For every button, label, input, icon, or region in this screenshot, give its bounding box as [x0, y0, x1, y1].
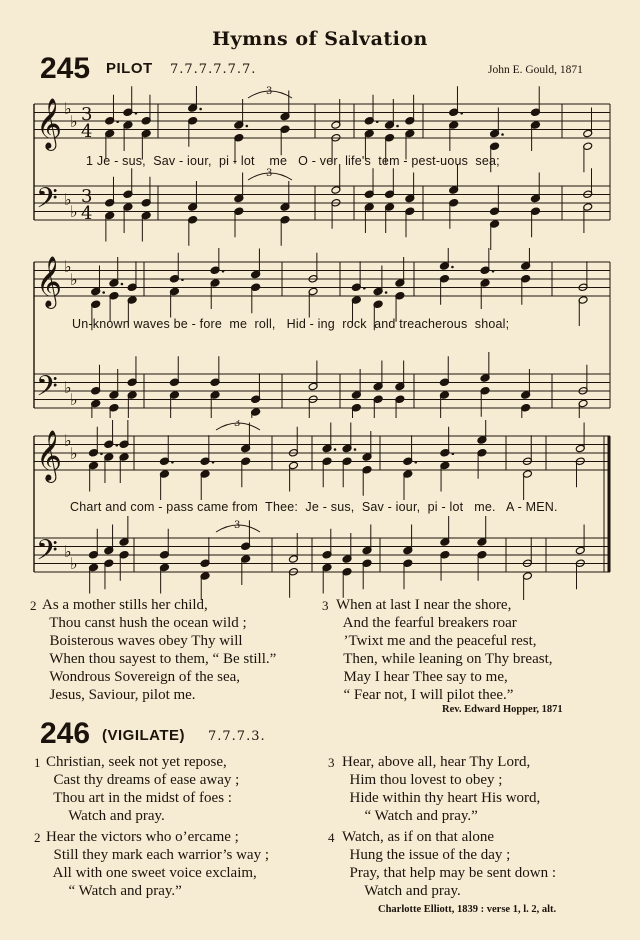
dot: [102, 291, 105, 294]
triplet-mark: 3: [266, 168, 273, 179]
dot: [452, 452, 455, 455]
triplet-mark: 3: [234, 420, 241, 429]
dot: [492, 270, 495, 273]
verse-line: ’Twixt me and the peaceful rest,: [336, 633, 537, 649]
time-signature-bottom: 4: [81, 203, 93, 224]
dot: [135, 112, 138, 115]
flat-icon: ♭: [64, 99, 72, 118]
dot: [460, 112, 463, 115]
verse-1-number: 1: [34, 755, 41, 770]
verse-line: Pray, that help may be sent down :: [342, 865, 556, 881]
dot: [396, 125, 399, 128]
flat-icon: ♭: [64, 431, 72, 450]
flat-icon: ♭: [70, 112, 78, 131]
dot: [121, 283, 124, 286]
verse-line: “ Fear not, I will pilot thee.”: [336, 687, 514, 703]
hymn-245-number: 245: [40, 52, 91, 85]
hymn-246-tune: (VIGILATE): [102, 727, 186, 744]
verse-3-number: 3: [328, 755, 335, 770]
dot: [181, 278, 184, 281]
verse-2-number: 2: [30, 598, 37, 613]
verse-line: Watch and pray.: [342, 883, 461, 899]
hymn-246-credit: Charlotte Elliott, 1839 : verse 1, l. 2, alt.: [378, 904, 557, 915]
triplet-mark: 3: [266, 86, 273, 97]
verse-line: Hear, above all, hear Thy Lord,: [342, 754, 531, 770]
dot: [501, 133, 504, 136]
verse-line: “ Watch and pray.”: [46, 883, 182, 899]
flat-icon: ♭: [70, 270, 78, 289]
verse-line: Hear the victors who o’ercame ;: [46, 829, 239, 845]
flat-icon: ♭: [64, 190, 72, 209]
lyric-line-3: Chart and com - pass came from Thee: Je - sus, Sav - iour, pi - lot me. A - MEN.: [70, 500, 558, 514]
verse-line: “ Watch and pray.”: [342, 808, 478, 824]
dot: [171, 461, 174, 464]
flat-icon: ♭: [64, 378, 72, 397]
dot: [354, 448, 357, 451]
time-signature-bottom: 4: [81, 121, 93, 142]
verse-line: Thou art in the midst of foes :: [46, 790, 232, 806]
dot: [116, 120, 119, 123]
lyric-line-2: Un-known waves be - fore me roll, Hid - ing rock and treacherous shoal;: [72, 317, 510, 331]
hymn-246-verse-4: [342, 828, 556, 900]
hymn-245-credit: Rev. Edward Hopper, 1871: [442, 704, 563, 715]
verse-line: Hung the issue of the day ;: [342, 847, 511, 863]
time-signature-top: 3: [81, 186, 93, 207]
verse-line: All with one sweet voice exclaim,: [46, 865, 257, 881]
verse-line: May I hear Thee say to me,: [336, 669, 508, 685]
treble-clef-icon: 𝄞: [36, 430, 63, 481]
bass-clef-icon: 𝄢: [36, 182, 58, 222]
dot: [199, 108, 202, 111]
music-system-2: [0, 248, 640, 418]
flat-icon: ♭: [64, 257, 72, 276]
verse-line: Him thou lovest to obey ;: [342, 772, 503, 788]
dot: [385, 291, 388, 294]
dot: [376, 120, 379, 123]
time-signature-top: 3: [81, 104, 93, 125]
verse-line: As a mother stills her child,: [42, 597, 208, 613]
verse-line: Watch and pray.: [46, 808, 165, 824]
verse-line: Wondrous Sovereign of the sea,: [42, 669, 241, 685]
dot: [100, 452, 103, 455]
verse-line: Thou canst hush the ocean wild ;: [42, 615, 247, 631]
hymn-245-verse-3: [336, 596, 552, 704]
page-header: Hymns of Salvation: [212, 28, 428, 50]
lyric-line-1: 1 Je - sus, Sav - iour, pi - lot me O - ver life's tem - pest-uous sea;: [86, 154, 500, 168]
verse-line: Watch, as if on that alone: [342, 829, 495, 845]
triplet-mark: 3: [234, 520, 241, 531]
hymn-246-verse-3: [342, 753, 540, 825]
hymn-245-verse-2: [42, 596, 276, 704]
dot: [451, 266, 454, 269]
verse-line: When at last I near the shore,: [336, 597, 512, 613]
treble-clef-icon: 𝄞: [36, 256, 63, 307]
hymn-245-composer: John E. Gould, 1871: [488, 64, 583, 76]
hymn-246-meter: 7.7.7.3.: [208, 729, 266, 744]
verse-4-number: 4: [328, 830, 335, 845]
bass-clef-icon: 𝄢: [36, 534, 58, 574]
hymn-246-verse-1: [46, 753, 239, 825]
dot: [212, 461, 215, 464]
verse-line: Then, while leaning on Thy breast,: [336, 651, 553, 667]
hymn-245-meter: 7.7.7.7.7.7.: [170, 62, 257, 77]
verse-line: And the fearful breakers roar: [336, 615, 517, 631]
dot: [363, 287, 366, 290]
treble-clef-icon: 𝄞: [36, 98, 63, 149]
verse-line: Christian, seek not yet repose,: [46, 754, 227, 770]
verse-line: Boisterous waves obey Thy will: [42, 633, 243, 649]
verse-line: When thou sayest to them, “ Be still.”: [42, 651, 277, 667]
dot: [414, 461, 417, 464]
flat-icon: ♭: [64, 542, 72, 561]
flat-icon: ♭: [70, 390, 78, 409]
verse-line: Jesus, Saviour, pilot me.: [42, 687, 196, 703]
dot: [115, 444, 118, 447]
verse-2-number: 2: [34, 830, 41, 845]
bass-clef-icon: 𝄢: [36, 370, 58, 410]
flat-icon: ♭: [70, 202, 78, 221]
dot: [246, 125, 249, 128]
verse-line: Hide within thy heart His word,: [342, 790, 541, 806]
verse-line: Still they mark each warrior’s way ;: [46, 847, 269, 863]
verse-3-number: 3: [322, 598, 329, 613]
hymn-246-number: 246: [40, 717, 91, 750]
hymn-245-tune: PILOT: [106, 60, 153, 77]
verse-line: Cast thy dreams of ease away ;: [46, 772, 240, 788]
dot: [334, 448, 337, 451]
hymn-246-verse-2: [46, 828, 269, 900]
flat-icon: ♭: [70, 444, 78, 463]
flat-icon: ♭: [70, 554, 78, 573]
dot: [222, 270, 225, 273]
